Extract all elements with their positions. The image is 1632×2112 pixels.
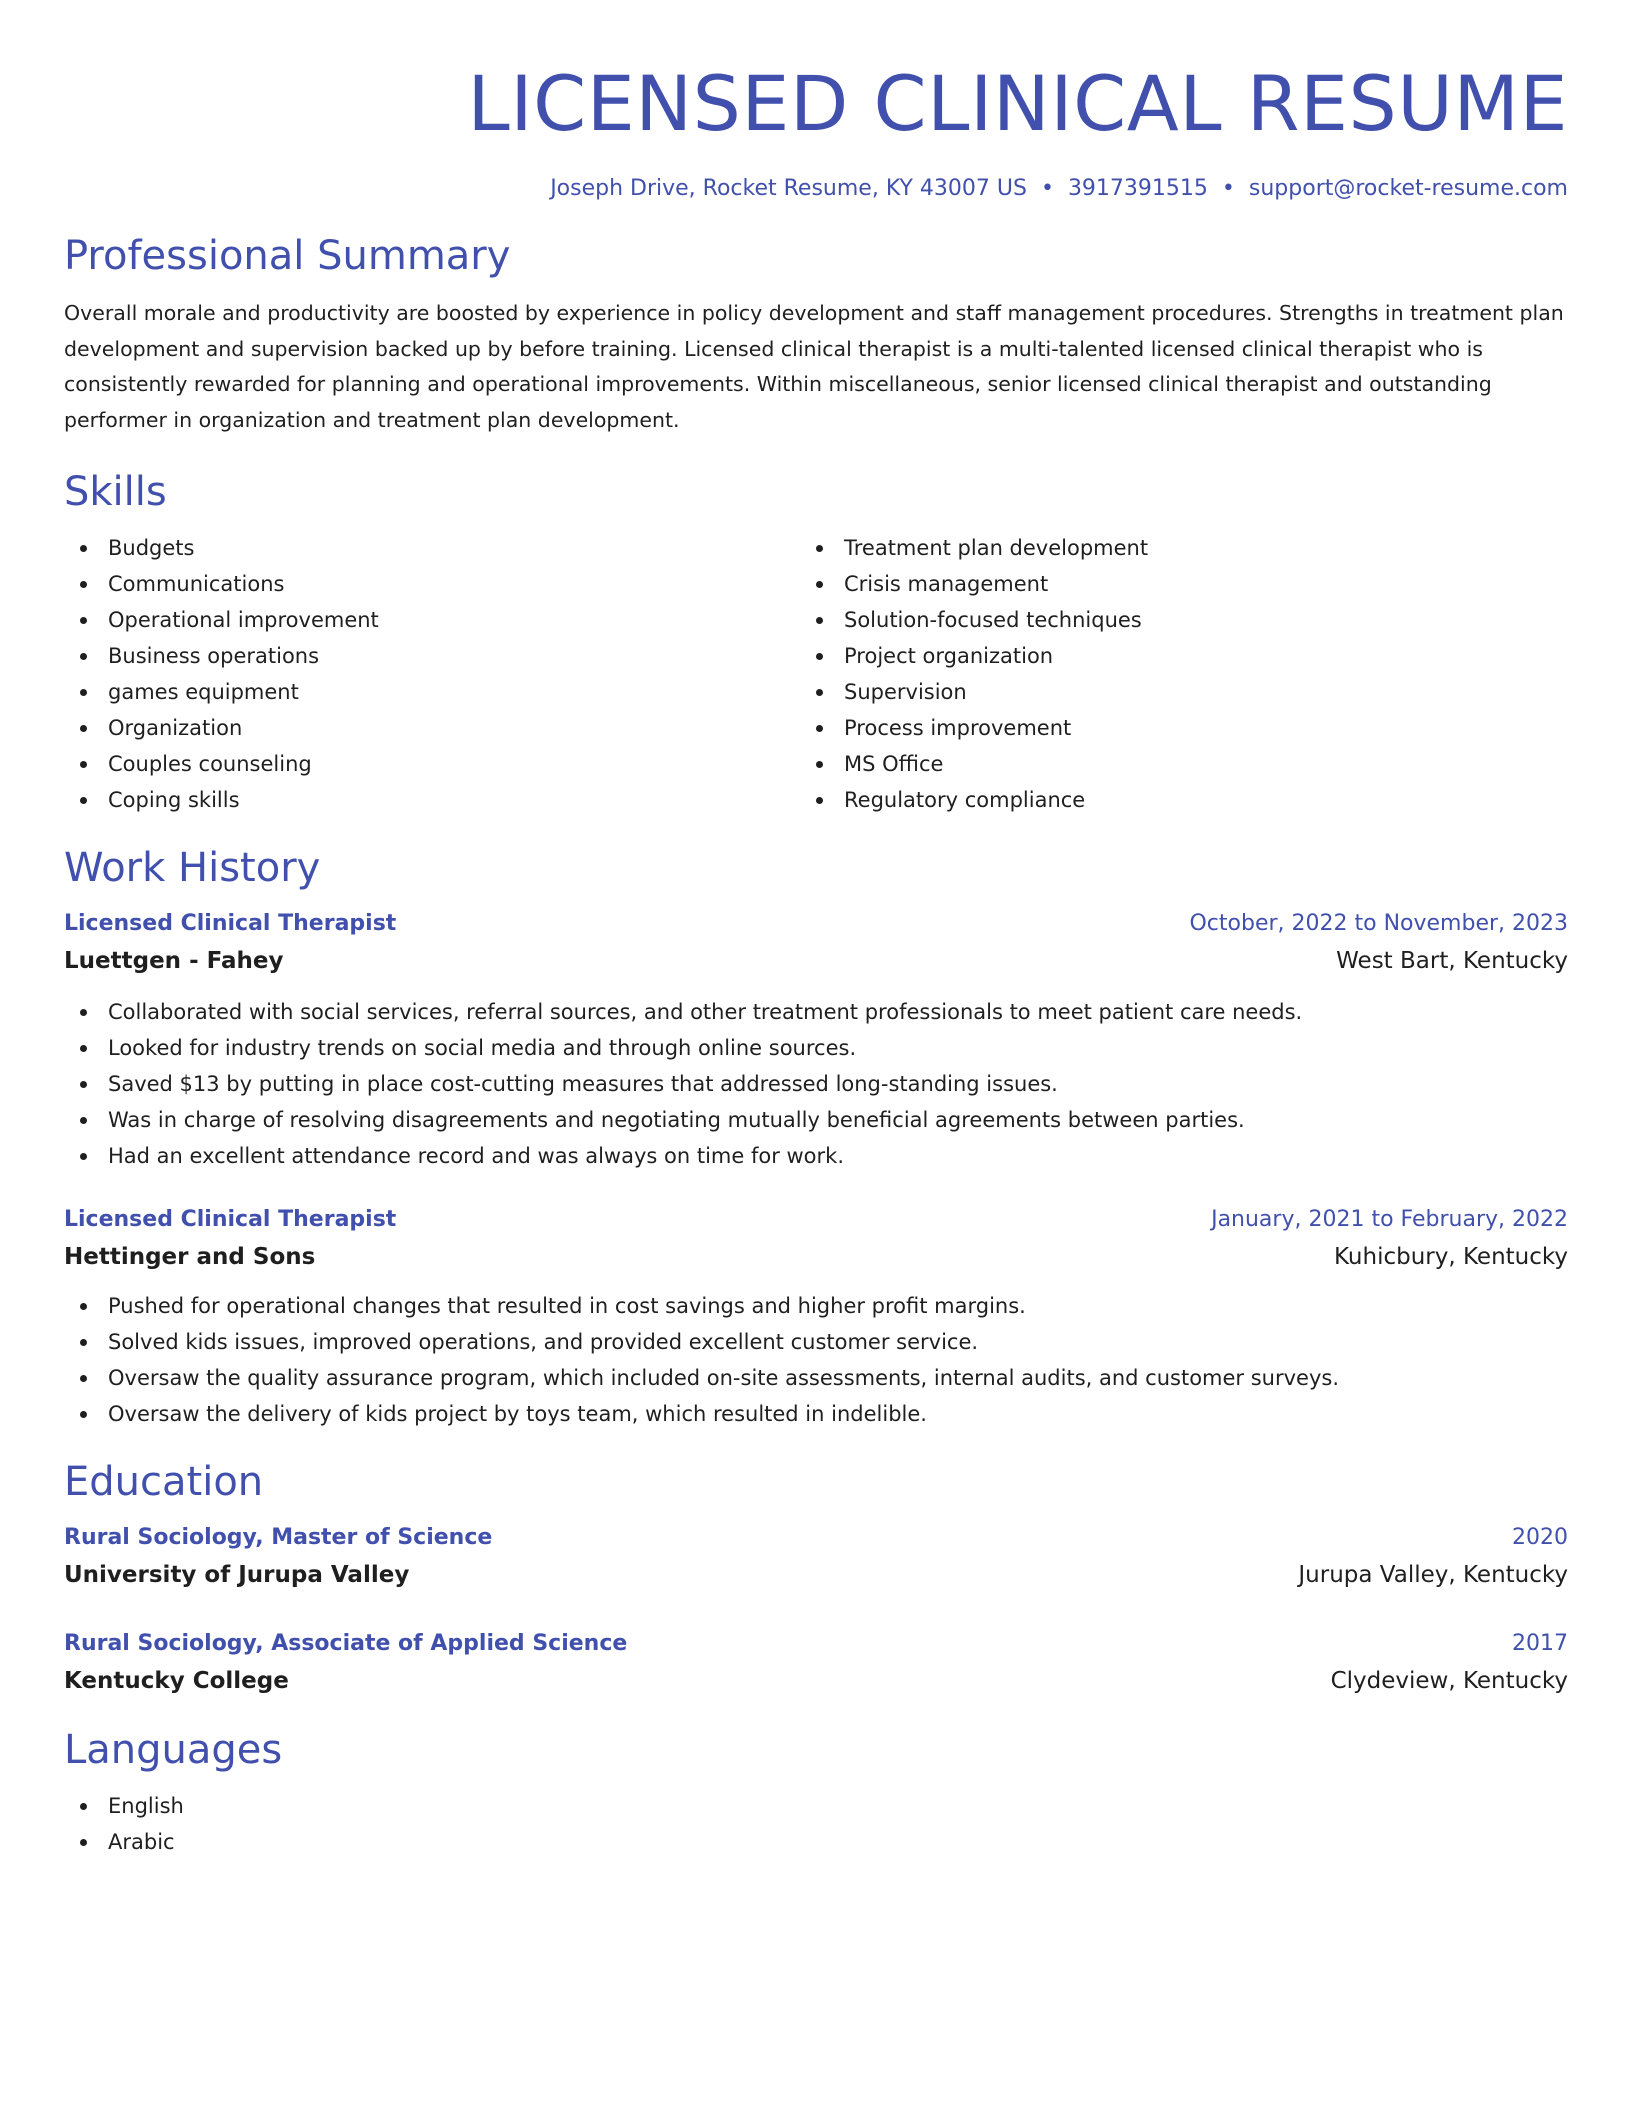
job-dates: January, 2021 to February, 2022 xyxy=(1211,1207,1568,1232)
contact-phone: 3917391515 xyxy=(1067,176,1208,201)
contact-email: support@rocket-resume.com xyxy=(1248,176,1568,201)
languages-section xyxy=(64,1724,1568,1860)
education-degree: Rural Sociology, Master of Science xyxy=(64,1525,493,1550)
skill-item: Organization xyxy=(64,710,800,746)
contact-address: Joseph Drive, Rocket Resume, KY 43007 US xyxy=(550,176,1027,201)
education-header xyxy=(64,1520,1568,1556)
education-subheader xyxy=(64,1556,1568,1594)
contact-separator: • xyxy=(1040,176,1054,201)
job-entry xyxy=(64,906,1568,1174)
job-entry xyxy=(64,1202,1568,1432)
skills-column-left xyxy=(64,530,800,818)
language-item: English xyxy=(64,1788,1568,1824)
skill-item: games equipment xyxy=(64,674,800,710)
work-history-section xyxy=(64,842,1568,1432)
skills-list-left xyxy=(64,530,800,818)
skill-item: Supervision xyxy=(800,674,1536,710)
education-entry xyxy=(64,1626,1568,1700)
resume-title: LICENSED CLINICAL RESUME xyxy=(467,59,1568,148)
skill-item: Communications xyxy=(64,566,800,602)
skill-item: Coping skills xyxy=(64,782,800,818)
job-bullet: Saved $13 by putting in place cost-cutting measures that addressed long-standing issues. xyxy=(64,1066,1568,1102)
skill-item: Process improvement xyxy=(800,710,1536,746)
contact-line xyxy=(64,174,1568,204)
contact-separator: • xyxy=(1221,176,1235,201)
job-bullet: Oversaw the delivery of kids project by toys team, which resulted in indelible. xyxy=(64,1396,1568,1432)
skill-item: Budgets xyxy=(64,530,800,566)
job-bullets xyxy=(64,1288,1568,1432)
skill-item: Couples counseling xyxy=(64,746,800,782)
job-bullet: Solved kids issues, improved operations, and provided excellent customer service. xyxy=(64,1324,1568,1360)
job-bullet: Pushed for operational changes that resulted in cost savings and higher profit margins. xyxy=(64,1288,1568,1324)
section-title-education: Education xyxy=(64,1459,264,1505)
education-header xyxy=(64,1626,1568,1662)
education-entry xyxy=(64,1520,1568,1594)
job-dates: October, 2022 to November, 2023 xyxy=(1189,911,1568,936)
education-school: University of Jurupa Valley xyxy=(64,1562,410,1588)
education-year: 2020 xyxy=(1512,1525,1568,1550)
skills-section xyxy=(64,466,1568,818)
skill-item: Project organization xyxy=(800,638,1536,674)
languages-list xyxy=(64,1788,1568,1860)
skill-item: Crisis management xyxy=(800,566,1536,602)
job-location: Kuhicbury, Kentucky xyxy=(1333,1244,1568,1270)
job-bullets xyxy=(64,994,1568,1174)
skill-item: Regulatory compliance xyxy=(800,782,1536,818)
section-title-languages: Languages xyxy=(64,1727,283,1773)
section-title-work-history: Work History xyxy=(64,845,321,891)
skill-item: MS Office xyxy=(800,746,1536,782)
skills-grid xyxy=(64,530,1568,818)
job-bullet: Oversaw the quality assurance program, which included on-site assessments, internal audits, and customer surveys. xyxy=(64,1360,1568,1396)
job-bullet: Had an excellent attendance record and was always on time for work. xyxy=(64,1138,1568,1174)
skill-item: Treatment plan development xyxy=(800,530,1536,566)
job-location: West Bart, Kentucky xyxy=(1336,948,1568,974)
skill-item: Solution-focused techniques xyxy=(800,602,1536,638)
language-item: Arabic xyxy=(64,1824,1568,1860)
job-bullet: Collaborated with social services, referral sources, and other treatment professionals to meet patient care needs. xyxy=(64,994,1568,1030)
summary-text: Overall morale and productivity are boosted by experience in policy development and staff management procedures. Strengths in treatment plan development and supervision backed up by before training. Licensed clinical therapist is a multi-talented licensed clinical therapist who is consistently rewarded for planning and operational improvements. Within miscellaneous, senior licensed clinical therapist and outstanding performer in organization and treatment plan development. xyxy=(64,301,1564,432)
education-school: Kentucky College xyxy=(64,1668,289,1694)
skills-column-right xyxy=(800,530,1536,818)
job-subheader xyxy=(64,1238,1568,1276)
job-company: Luettgen - Fahey xyxy=(64,948,284,974)
education-subheader xyxy=(64,1662,1568,1700)
job-title: Licensed Clinical Therapist xyxy=(64,1207,397,1232)
summary-section xyxy=(64,230,1568,438)
education-year: 2017 xyxy=(1512,1631,1568,1656)
education-section xyxy=(64,1456,1568,1700)
skill-item: Business operations xyxy=(64,638,800,674)
section-title-summary: Professional Summary xyxy=(64,233,511,279)
job-bullet: Looked for industry trends on social media and through online sources. xyxy=(64,1030,1568,1066)
resume-header xyxy=(64,56,1568,204)
job-company: Hettinger and Sons xyxy=(64,1244,316,1270)
job-header xyxy=(64,1202,1568,1238)
job-subheader xyxy=(64,942,1568,980)
job-title: Licensed Clinical Therapist xyxy=(64,911,397,936)
education-location: Clydeview, Kentucky xyxy=(1330,1668,1568,1694)
job-header xyxy=(64,906,1568,942)
job-bullet: Was in charge of resolving disagreements and negotiating mutually beneficial agreements between parties. xyxy=(64,1102,1568,1138)
skills-list-right xyxy=(800,530,1536,818)
education-degree: Rural Sociology, Associate of Applied Science xyxy=(64,1631,628,1656)
skill-item: Operational improvement xyxy=(64,602,800,638)
education-location: Jurupa Valley, Kentucky xyxy=(1298,1562,1568,1588)
section-title-skills: Skills xyxy=(64,469,167,515)
